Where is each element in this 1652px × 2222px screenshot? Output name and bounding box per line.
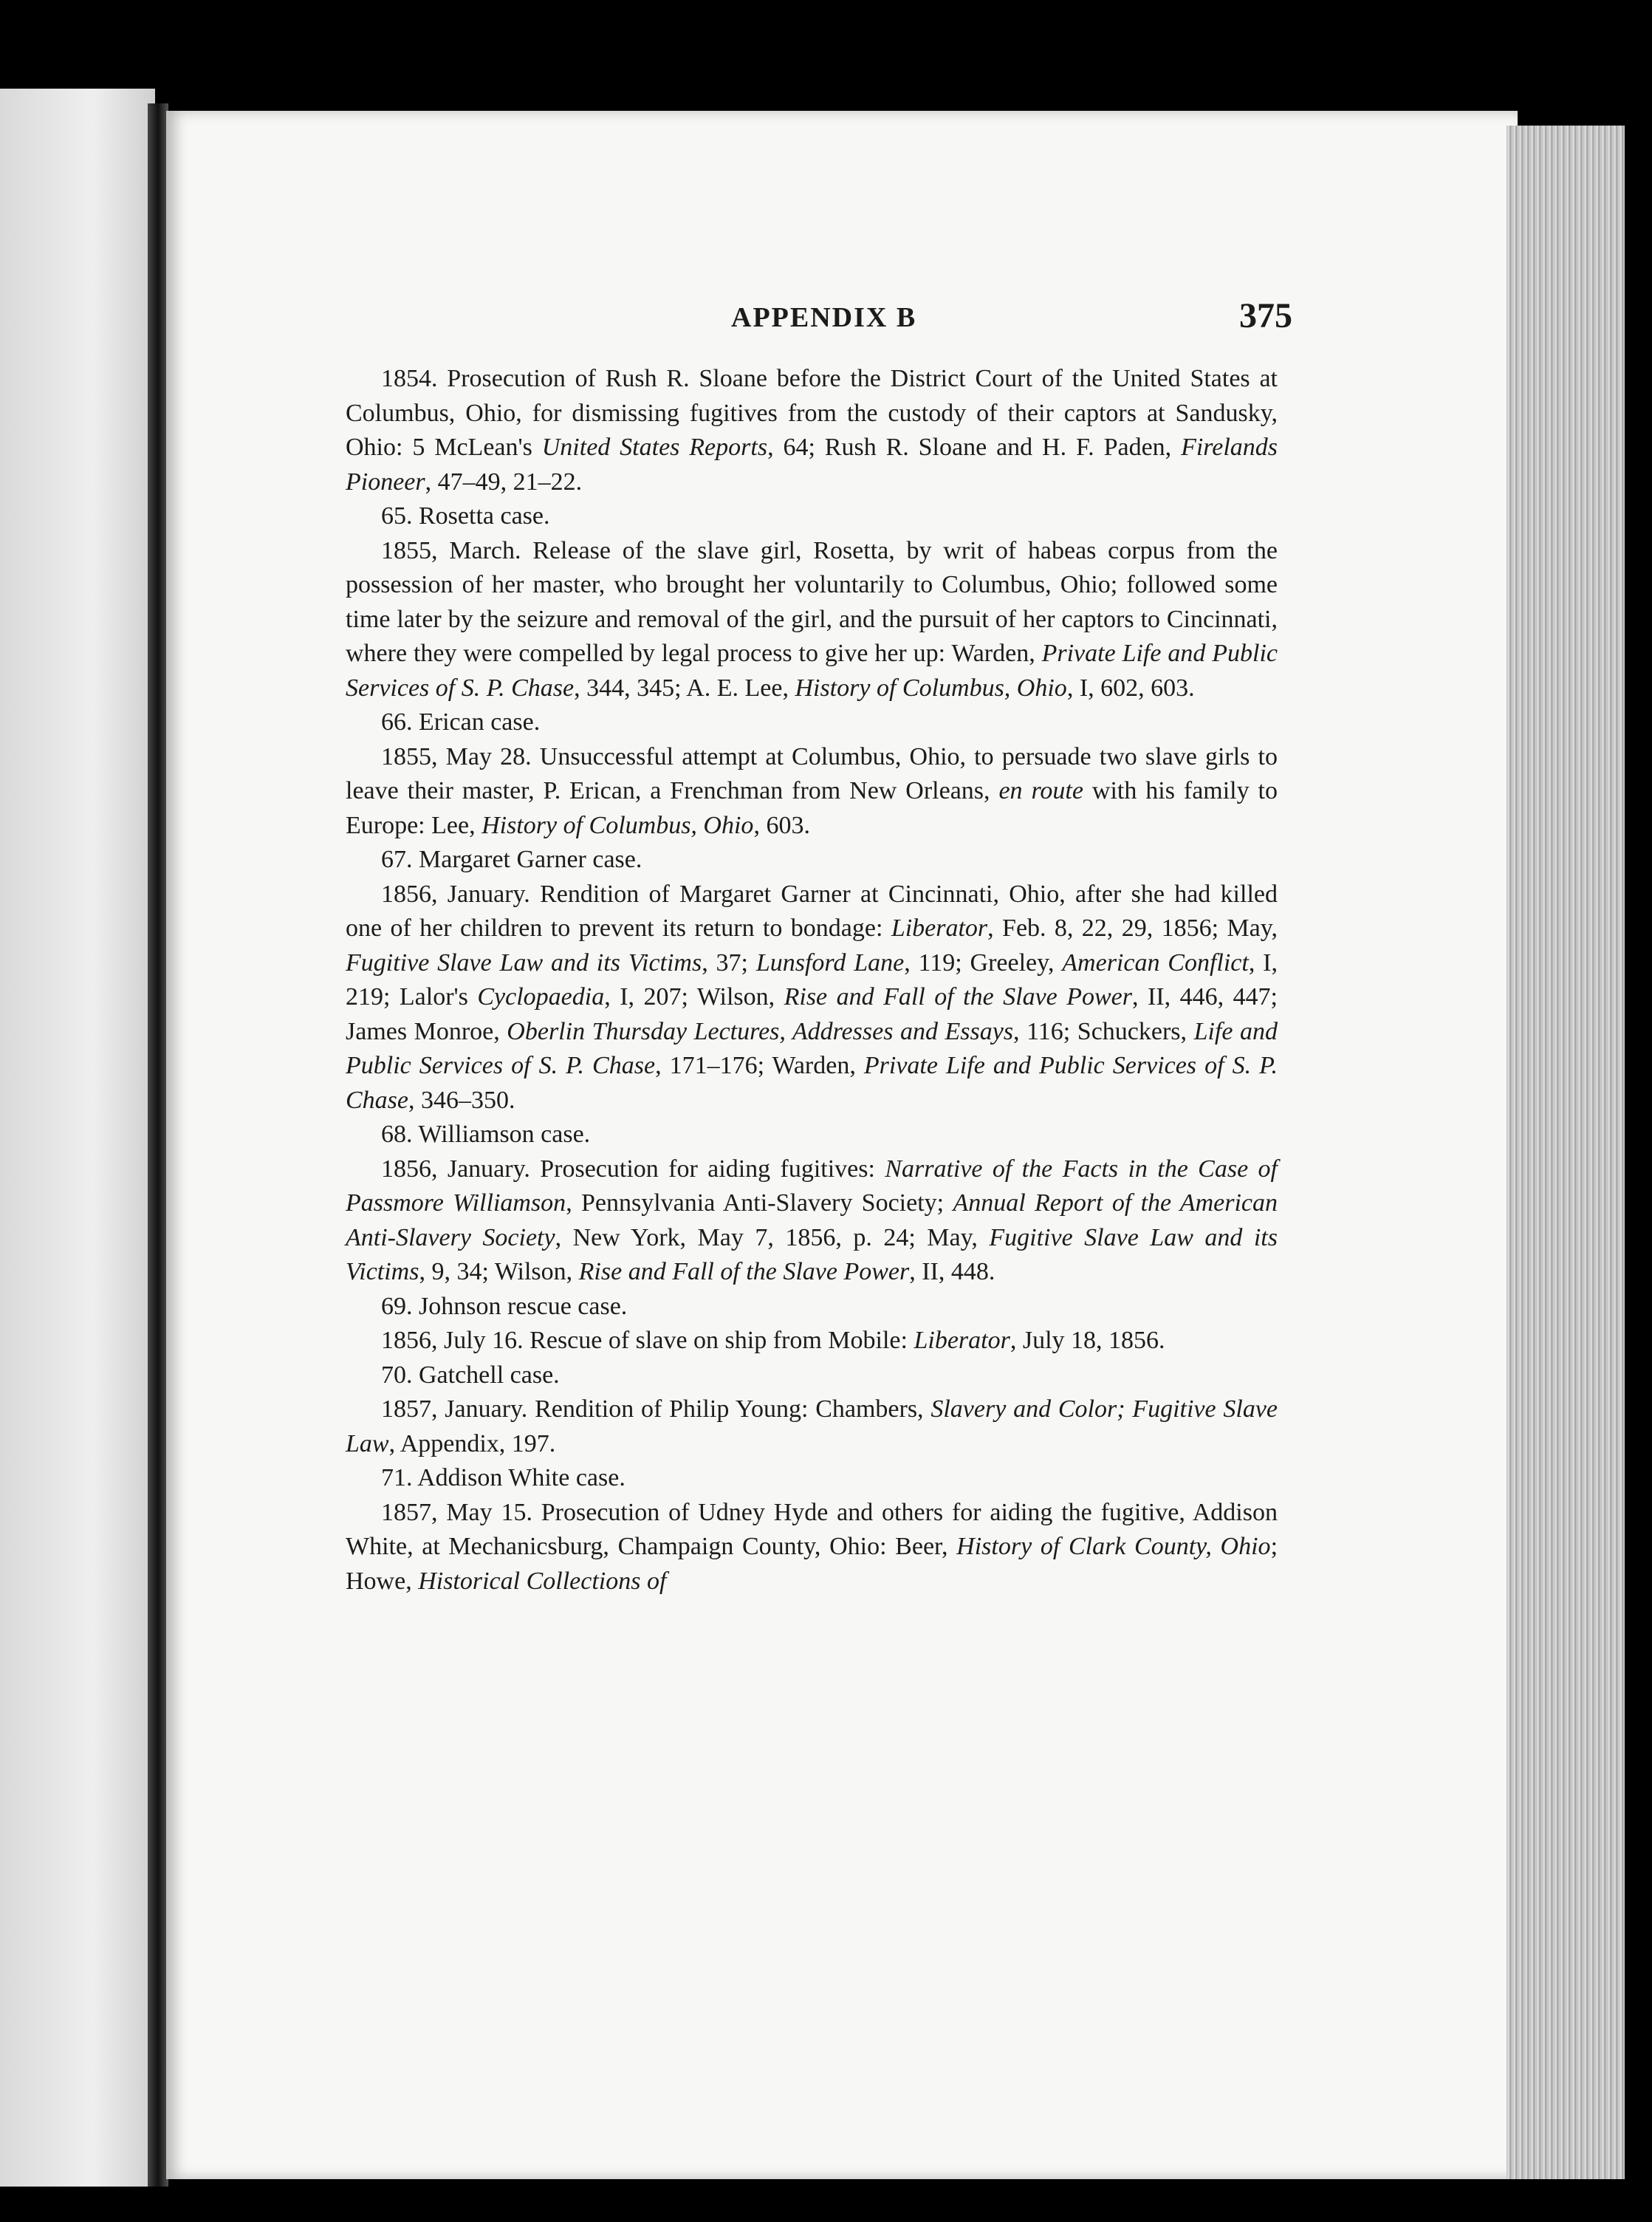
running-head xyxy=(347,295,1292,340)
text-run: , 116; Schuckers, xyxy=(1013,1017,1194,1045)
paragraph xyxy=(346,1118,1278,1152)
italic-citation: Liberator xyxy=(914,1327,1010,1354)
text-run: with his family to Europe: Lee, xyxy=(346,777,1278,839)
paragraph xyxy=(346,1461,1278,1496)
text-run: 1855, March. Release of the slave girl, Rosetta, by writ of habeas corpus from the possession of her master, who brought her voluntarily to Columbus, Ohio; followed some time later by the seizure and removal of the girl, and the pursuit of her captors to Cincinnati, where they were compelled by legal process to give her up: Warden, xyxy=(346,536,1278,667)
italic-citation: Liberator xyxy=(891,915,988,942)
page-stack-edges xyxy=(1507,126,1625,2179)
paragraph xyxy=(346,1324,1278,1358)
text-run: , 603. xyxy=(753,811,810,839)
paragraph xyxy=(346,1392,1278,1461)
facing-page-edge xyxy=(0,89,155,2187)
text-run: 71. Addison White case. xyxy=(381,1464,626,1491)
italic-citation: en route xyxy=(998,777,1083,804)
text-run: , II, 448. xyxy=(909,1258,995,1285)
text-run: , 37; xyxy=(702,948,756,977)
italic-citation: Rise and Fall of the Slave Power xyxy=(578,1258,910,1285)
text-run: , I, 219; Lalor's xyxy=(346,948,1278,1011)
text-run: , 9, 34; Wilson, xyxy=(419,1258,579,1285)
italic-citation: American Conflict xyxy=(1062,948,1249,977)
paragraph xyxy=(346,1358,1278,1393)
italic-citation: United States Reports xyxy=(541,434,768,461)
paragraph xyxy=(346,499,1278,534)
italic-citation: Historical Collections of xyxy=(418,1567,667,1595)
paragraph xyxy=(346,878,1278,1118)
italic-citation: Rise and Fall of the Slave Power xyxy=(784,983,1132,1011)
text-run: 1857, May 15. Prosecution of Udney Hyde and others for aiding the fugitive, Addison White, at Mechanicsburg, Champaign County, Ohio: Beer, xyxy=(346,1498,1278,1560)
text-run: 70. Gatchell case. xyxy=(381,1361,560,1389)
text-run: , I, 207; Wilson, xyxy=(604,983,784,1011)
paragraph xyxy=(346,843,1278,878)
text-run: 1857, January. Rendition of Philip Young: Chambers, xyxy=(381,1395,931,1423)
text-run: , 171–176; Warden, xyxy=(655,1052,864,1079)
text-run: , 119; Greeley, xyxy=(904,948,1063,977)
italic-citation: Private Life and Public Services of S. P. Chase xyxy=(346,640,1278,702)
paragraph xyxy=(346,705,1278,740)
italic-citation: History of Columbus, Ohio xyxy=(795,674,1067,702)
italic-citation: Life and Public Services of S. P. Chase xyxy=(346,1017,1278,1079)
italic-citation: History of Columbus, Ohio xyxy=(481,811,754,839)
paragraph xyxy=(346,740,1278,844)
text-run: , Pennsylvania Anti-Slavery Society; xyxy=(566,1189,953,1217)
italic-citation: Narrative of the Facts in the Case of Passmore Williamson xyxy=(346,1155,1278,1217)
text-run: 69. Johnson rescue case. xyxy=(381,1292,628,1320)
text-run: 66. Erican case. xyxy=(381,708,541,736)
text-run: 67. Margaret Garner case. xyxy=(381,846,642,873)
page-number: 375 xyxy=(1239,296,1292,335)
text-run: 1856, January. Prosecution for aiding fugitives: xyxy=(381,1155,885,1183)
text-run: , July 18, 1856. xyxy=(1010,1327,1165,1354)
running-head-title: APPENDIX B xyxy=(731,302,917,333)
text-run: 68. Williamson case. xyxy=(381,1121,591,1148)
text-run: , 47–49, 21–22. xyxy=(425,468,583,496)
text-run: ; Howe, xyxy=(346,1533,1278,1595)
italic-citation: Oberlin Thursday Lectures, Addresses and Essays xyxy=(507,1017,1014,1045)
text-run: , I, 602, 603. xyxy=(1066,674,1195,702)
paragraph xyxy=(346,534,1278,706)
paragraph xyxy=(346,362,1278,499)
text-run: , Appendix, 197. xyxy=(388,1429,556,1457)
italic-citation: Cyclopaedia xyxy=(477,983,605,1011)
text-run: , Feb. 8, 22, 29, 1856; May, xyxy=(987,915,1278,942)
italic-citation: History of Clark County, Ohio xyxy=(956,1533,1271,1560)
text-run: , II, 446, 447; James Monroe, xyxy=(346,983,1278,1045)
text-run: 1854. Prosecution of Rush R. Sloane before the District Court of the United States at Columbus, Ohio, for dismissing fugitives from the custody of their captors at Sandusky, Ohio: 5 McLean's xyxy=(346,365,1278,461)
text-run: 65. Rosetta case. xyxy=(381,502,550,530)
italic-citation: Firelands Pioneer xyxy=(346,434,1278,496)
body-text xyxy=(346,362,1278,1599)
italic-citation: Slavery and Color; Fugitive Slave Law xyxy=(346,1395,1278,1457)
text-run: , New York, May 7, 1856, p. 24; May, xyxy=(555,1223,990,1251)
italic-citation: Annual Report of the American Anti-Slavery Society xyxy=(346,1189,1278,1251)
text-run: 1856, January. Rendition of Margaret Garner at Cincinnati, Ohio, after she had killed one of her children to prevent its return to bondage: xyxy=(346,880,1278,942)
text-run: 1855, May 28. Unsuccessful attempt at Columbus, Ohio, to persuade two slave girls to leave their master, P. Erican, a Frenchman from New Orleans, xyxy=(346,742,1278,804)
italic-citation: Private Life and Public Services of S. P. Chase xyxy=(346,1052,1278,1114)
paragraph xyxy=(346,1496,1278,1599)
paragraph xyxy=(346,1290,1278,1324)
book-gutter xyxy=(148,103,168,2187)
italic-citation: Lunsford Lane xyxy=(755,948,905,977)
text-run: , 344, 345; A. E. Lee, xyxy=(574,674,795,702)
italic-citation: Fugitive Slave Law and its Victims xyxy=(346,1223,1278,1285)
text-run: , 64; Rush R. Sloane and H. F. Paden, xyxy=(767,434,1182,461)
paragraph xyxy=(346,1152,1278,1290)
text-run: 1856, July 16. Rescue of slave on ship from Mobile: xyxy=(381,1327,914,1354)
italic-citation: Fugitive Slave Law and its Victims xyxy=(346,948,702,977)
text-run: , 346–350. xyxy=(408,1086,515,1114)
